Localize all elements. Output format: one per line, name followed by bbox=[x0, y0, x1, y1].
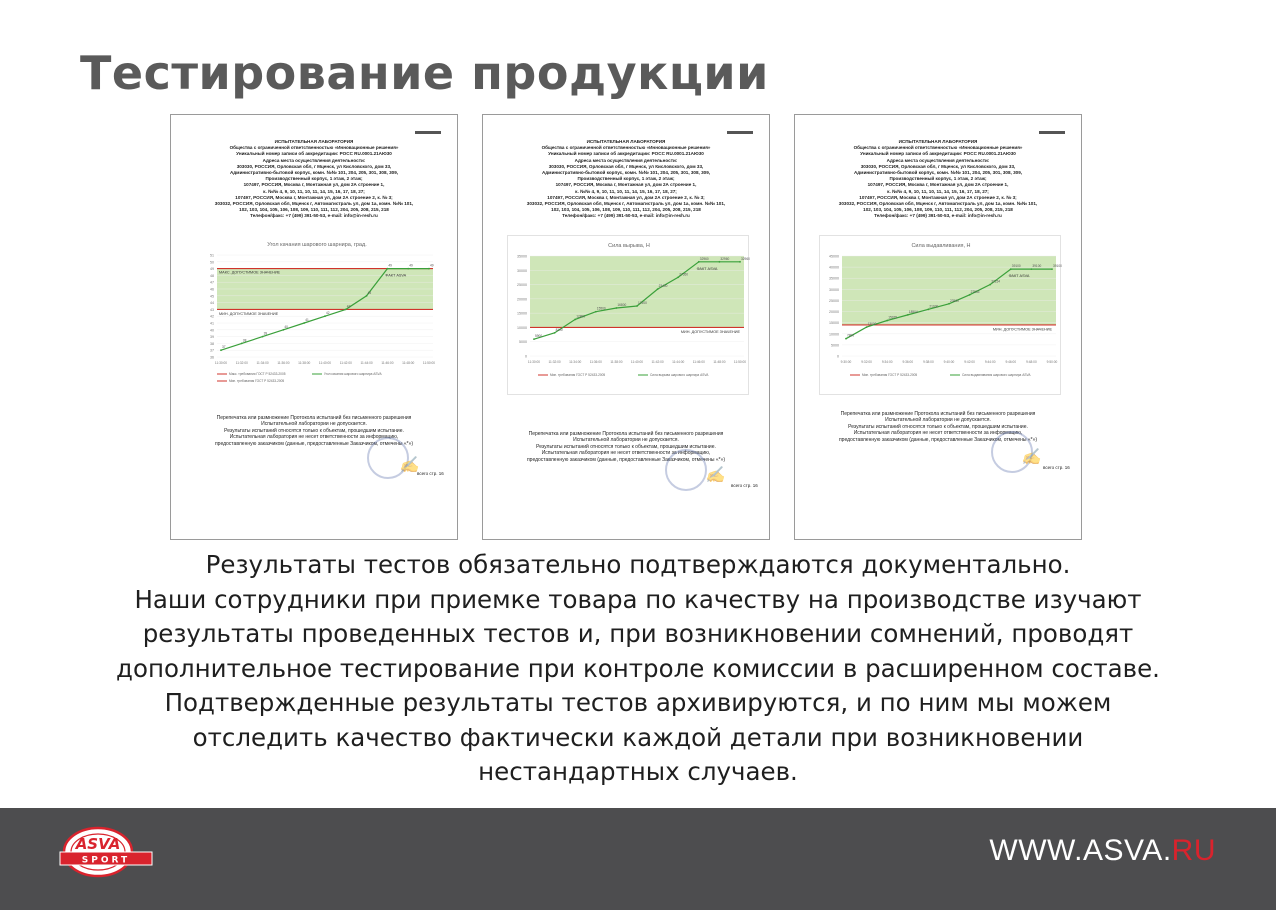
url-main: WWW.ASVA. bbox=[989, 834, 1172, 867]
data-label: 40 bbox=[284, 324, 288, 329]
x-tick-label: 11:42:00 bbox=[651, 360, 664, 364]
header-line: Административно-бытовой корпус, комн. №№ 101, 204, 205, 301, 308, 309, bbox=[229, 170, 399, 176]
data-point bbox=[616, 307, 618, 309]
x-tick-label: 11:32:00 bbox=[235, 361, 248, 365]
data-label: 27533 bbox=[970, 289, 980, 294]
test-documents bbox=[170, 114, 1110, 542]
website-url[interactable] bbox=[989, 834, 1216, 868]
x-tick-label: 11:50:00 bbox=[422, 361, 436, 365]
footer-line: Испытательной лаборатории не допускается. bbox=[261, 421, 367, 428]
legend-label: Сила вырыва шарового шарнира ASVA bbox=[650, 373, 709, 377]
description-line: нестандартных случаев. bbox=[478, 757, 798, 786]
y-tick-label: 25000 bbox=[829, 298, 839, 303]
data-label: 32960 bbox=[741, 256, 750, 261]
x-tick-label: 11:50:00 bbox=[733, 360, 747, 364]
header-line: 107497, РОССИЯ, Москва г, Монтажная ул, дом 2А строение 2, к. № 3; bbox=[235, 194, 393, 200]
data-label: 49 bbox=[388, 263, 392, 268]
data-point bbox=[1031, 268, 1033, 270]
footer-line: Результаты испытаний относятся только к объектам, прошедшим испытание. bbox=[848, 423, 1028, 430]
data-label: 32960 bbox=[699, 256, 709, 261]
x-tick-label: 11:30:00 bbox=[527, 360, 541, 364]
data-point bbox=[262, 336, 264, 338]
y-tick-label: 5000 bbox=[519, 340, 527, 345]
limit-label: МИН. ДОПУСТИМОЕ ЗНАЧЕНИЕ bbox=[992, 327, 1052, 332]
x-tick-label: 11:36:00 bbox=[277, 361, 290, 365]
chart-panel bbox=[195, 235, 437, 393]
data-point bbox=[574, 319, 576, 321]
legend-label: Мин. требования ГОСТ Р 52433-2005 bbox=[229, 379, 285, 383]
pull-out-force-chart bbox=[508, 236, 750, 392]
footer-line: предоставленную заказчиком (данные, предоставленные Заказчиком, отмечены «*») bbox=[838, 436, 1038, 443]
y-tick-label: 48 bbox=[210, 273, 214, 278]
description-text bbox=[20, 548, 1256, 790]
data-point bbox=[677, 276, 679, 278]
data-point bbox=[283, 329, 285, 331]
header-line: Общества с ограниченной ответственностью «Инновационные решения» bbox=[229, 145, 399, 151]
report-header bbox=[181, 139, 447, 220]
data-label: 15500 bbox=[596, 306, 606, 311]
page-count-note: всего стр. 16 bbox=[417, 471, 444, 476]
data-label: 39 bbox=[263, 331, 268, 336]
chart-title: Угол качания шарового шарнира, град. bbox=[267, 242, 367, 248]
data-point bbox=[969, 294, 971, 296]
x-tick-label: 11:44:00 bbox=[672, 360, 685, 364]
header-line: Адреса места осуществления деятельности: bbox=[574, 157, 678, 163]
x-tick-label: 9:36:00 bbox=[902, 360, 914, 364]
footer-line: Испытательная лаборатория не несет ответственности за информацию, bbox=[853, 430, 1023, 437]
header-line: 303030, РОССИЯ, Орловская обл, г Мценск, ул Кисловского, дом 33, bbox=[236, 163, 392, 169]
x-tick-label: 11:44:00 bbox=[360, 361, 373, 365]
chart-panel bbox=[507, 235, 749, 395]
y-tick-label: 36 bbox=[210, 355, 214, 360]
y-tick-label: 5000 bbox=[831, 343, 839, 348]
data-point bbox=[948, 303, 950, 305]
header-line: Телефон/факс: +7 (499) 391-50-53, e-mail: info@in-resh.ru bbox=[250, 213, 378, 219]
data-label: 32960 bbox=[720, 256, 730, 261]
data-point bbox=[407, 268, 409, 270]
logo-text-bottom: SPORT bbox=[81, 855, 131, 866]
data-label: 39100 bbox=[1032, 264, 1042, 269]
header-line: Общества с ограниченной ответственностью «Инновационные решения» bbox=[541, 145, 711, 151]
y-tick-label: 43 bbox=[210, 307, 214, 312]
description-line: отследить качество фактически каждой детали при возникновении bbox=[192, 722, 1084, 752]
data-label: 41 bbox=[305, 318, 309, 322]
y-tick-label: 30000 bbox=[829, 287, 839, 292]
test-report-2 bbox=[482, 114, 770, 540]
data-point bbox=[387, 268, 389, 270]
x-tick-label: 11:40:00 bbox=[630, 360, 644, 364]
data-point bbox=[866, 326, 868, 328]
header-line: 107497, РОССИЯ, Москва г, Монтажная ул, дом 2А строение 2, к. № 3; bbox=[547, 194, 705, 200]
y-tick-label: 15000 bbox=[829, 321, 839, 326]
footer-line: Перепечатка или размножение Протокола испытаний без письменного разрешения bbox=[840, 411, 1036, 417]
header-line: 107497, РОССИЯ, Москва г, Монтажная ул, дом 2А строение 1, bbox=[243, 182, 385, 188]
data-label: 43 bbox=[346, 304, 351, 309]
header-line: Телефон/факс: +7 (499) 391-50-53, e-mail: info@in-resh.ru bbox=[562, 213, 690, 219]
header-line: 303032, РОССИЯ, Орловская обл, Мценск г, Автомагистраль ул, дом 1а, комн. №№ 101, bbox=[838, 201, 1038, 207]
y-tick-label: 35000 bbox=[829, 276, 839, 281]
footer-line: Испытательной лаборатории не допускается. bbox=[885, 417, 991, 424]
data-point bbox=[989, 284, 991, 286]
y-tick-label: 42 bbox=[210, 314, 214, 319]
data-point bbox=[739, 261, 741, 263]
limit-label: МАКС. ДОПУСТИМОЕ ЗНАЧЕНИЕ bbox=[219, 270, 281, 275]
chart-title: Сила вырыва, Н bbox=[608, 243, 650, 249]
footer-line: Испытательной лаборатории не допускается. bbox=[573, 437, 679, 444]
chart-title: Сила выдавливания, Н bbox=[911, 243, 971, 249]
y-tick-label: 40 bbox=[210, 328, 214, 333]
header-line: 107497, РОССИЯ, Москва г, Монтажная ул, дом 2А строение 1, bbox=[555, 182, 697, 188]
header-line: Телефон/факс: +7 (499) 391-50-53, e-mail: info@in-resh.ru bbox=[874, 213, 1002, 219]
x-tick-label: 11:32:00 bbox=[548, 360, 561, 364]
limit-label: МИН. ДОПУСТИМОЕ ЗНАЧЕНИЕ bbox=[219, 311, 279, 316]
x-tick-label: 9:50:00 bbox=[1046, 360, 1058, 364]
data-label: 15975 bbox=[888, 315, 898, 320]
data-point bbox=[719, 261, 721, 263]
header-line: Адреса места осуществления деятельности: bbox=[262, 157, 366, 163]
data-label: 49 bbox=[430, 263, 434, 268]
footer-line: предоставленную заказчиком (данные, предоставленные Заказчиком, отмечены «*») bbox=[214, 440, 414, 447]
y-tick-label: 38 bbox=[210, 341, 214, 346]
report-footer bbox=[807, 411, 1069, 443]
limit-label: МИН. ДОПУСТИМОЕ ЗНАЧЕНИЕ bbox=[680, 329, 740, 334]
acceptable-range-band bbox=[842, 256, 1056, 325]
url-domain-accent: RU bbox=[1171, 834, 1216, 867]
asva-sport-logo bbox=[56, 822, 156, 882]
x-tick-label: 9:40:00 bbox=[943, 360, 955, 364]
description-line: Результаты тестов обязательно подтверждаются документально. bbox=[205, 550, 1071, 579]
x-tick-label: 9:32:00 bbox=[861, 360, 872, 364]
y-tick-label: 39 bbox=[210, 335, 214, 340]
page-title: Тестирование продукции bbox=[80, 46, 769, 100]
data-label: 37 bbox=[222, 345, 226, 350]
header-line: Уникальный номер записи об аккредитации: РОСС RU.0001.21АЮ30 bbox=[236, 151, 392, 157]
x-tick-label: 11:46:00 bbox=[692, 360, 705, 364]
header-line: ИСПЫТАТЕЛЬНАЯ ЛАБОРАТОРИЯ bbox=[898, 139, 978, 144]
description-line: результаты проведенных тестов и, при возникновении сомнений, проводят bbox=[142, 619, 1134, 648]
data-point bbox=[220, 349, 222, 351]
data-label: 12800 bbox=[576, 314, 586, 319]
legend-label: Угол качания шарового шарнира ASVA bbox=[324, 372, 382, 376]
header-line: Производственный корпус, 1 этаж, 2 этаж; bbox=[265, 176, 363, 182]
x-tick-label: 11:34:00 bbox=[569, 360, 582, 364]
header-line: 102, 103, 104, 105, 106, 108, 109, 110, 111, 112, 204, 205, 208, 215, 218 bbox=[239, 207, 389, 213]
header-line: к. №№ 4, 9, 10, 11, 10, 11, 14, 15, 16, 17, 18, 27; bbox=[263, 188, 365, 194]
y-tick-label: 37 bbox=[210, 348, 214, 353]
x-tick-label: 11:34:00 bbox=[256, 361, 269, 365]
header-line: ИСПЫТАТЕЛЬНАЯ ЛАБОРАТОРИЯ bbox=[274, 139, 354, 144]
data-point bbox=[428, 268, 430, 270]
y-tick-label: 45 bbox=[210, 294, 214, 299]
header-line: Производственный корпус, 1 этаж, 2 этаж; bbox=[889, 176, 987, 182]
report-footer bbox=[495, 431, 757, 463]
data-label: 27550 bbox=[679, 272, 689, 277]
fact-label: ФАКТ ASVA bbox=[385, 273, 407, 278]
document-corner-mark bbox=[1039, 131, 1065, 134]
data-label: 21000 bbox=[929, 304, 939, 309]
y-tick-label: 10000 bbox=[829, 332, 839, 337]
signature: ✍ bbox=[705, 465, 725, 484]
x-tick-label: 9:44:00 bbox=[984, 360, 996, 364]
page-count-note: всего стр. 16 bbox=[1043, 465, 1070, 470]
footer-line: Результаты испытаний относятся только к объектам, прошедшим испытание. bbox=[536, 443, 716, 450]
header-line: 107497, РОССИЯ, Москва г, Монтажная ул, дом 2А строение 1, bbox=[867, 182, 1009, 188]
data-point bbox=[657, 288, 659, 290]
data-point bbox=[907, 314, 909, 316]
y-tick-label: 40000 bbox=[829, 265, 839, 270]
data-point bbox=[241, 343, 243, 345]
header-line: 303032, РОССИЯ, Орловская обл, Мценск г, Автомагистраль ул, дом 1а, комн. №№ 101, bbox=[526, 201, 726, 207]
report-header bbox=[493, 139, 759, 220]
data-point bbox=[886, 320, 888, 322]
header-line: Уникальный номер записи об аккредитации: РОСС RU.0001.21АЮ30 bbox=[548, 151, 704, 157]
x-tick-label: 9:34:00 bbox=[881, 360, 893, 364]
footer-line: Испытательная лаборатория не несет ответственности за информацию, bbox=[541, 450, 711, 457]
data-label: 7800 bbox=[847, 333, 855, 338]
data-point bbox=[554, 332, 556, 334]
lab-stamp bbox=[665, 449, 707, 491]
data-label: 32154 bbox=[991, 279, 1001, 284]
legend-label: Сила выдавливания шарового шарнира ASVA bbox=[962, 373, 1031, 377]
document-corner-mark bbox=[727, 131, 753, 134]
logo-text-top: ASVA bbox=[75, 835, 121, 853]
push-out-force-chart bbox=[820, 236, 1062, 392]
x-tick-label: 9:42:00 bbox=[964, 360, 975, 364]
data-label: 38 bbox=[242, 338, 247, 343]
data-label: 16800 bbox=[617, 303, 627, 307]
data-point bbox=[698, 261, 700, 263]
x-tick-label: 11:48:00 bbox=[713, 360, 726, 364]
report-header bbox=[805, 139, 1071, 220]
data-point bbox=[636, 305, 638, 307]
header-line: Общества с ограниченной ответственностью «Инновационные решения» bbox=[853, 145, 1023, 151]
y-tick-label: 30000 bbox=[517, 268, 527, 273]
y-tick-label: 41 bbox=[210, 321, 214, 326]
data-point bbox=[303, 322, 305, 324]
description-line: Наши сотрудники при приемке товара по качеству на производстве изучают bbox=[134, 584, 1142, 614]
footer-line: Результаты испытаний относятся только к объектам, прошедшим испытание. bbox=[224, 427, 404, 434]
y-tick-label: 45000 bbox=[829, 254, 839, 259]
y-tick-label: 51 bbox=[210, 253, 214, 258]
y-tick-label: 44 bbox=[210, 301, 214, 306]
header-line: Адреса места осуществления деятельности: bbox=[886, 157, 990, 163]
footer-line: Перепечатка или размножение Протокола испытаний без письменного разрешения bbox=[528, 431, 724, 437]
description-line: Подтвержденные результаты тестов архивируются, и по ним мы можем bbox=[164, 688, 1112, 717]
data-point bbox=[928, 308, 930, 310]
x-tick-label: 9:46:00 bbox=[1005, 360, 1017, 364]
header-line: Уникальный номер записи об аккредитации: РОСС RU.0001.21АЮ30 bbox=[860, 151, 1016, 157]
x-tick-label: 11:30:00 bbox=[214, 361, 228, 365]
x-tick-label: 11:40:00 bbox=[318, 361, 332, 365]
data-label: 18504 bbox=[908, 309, 918, 314]
header-line: ИСПЫТАТЕЛЬНАЯ ЛАБОРАТОРИЯ bbox=[586, 139, 666, 144]
data-point bbox=[1051, 268, 1053, 270]
data-label: 23400 bbox=[658, 284, 668, 289]
swing-angle-chart bbox=[195, 235, 439, 393]
test-report-3 bbox=[794, 114, 1082, 540]
header-line: 303032, РОССИЯ, Орловская обл, Мценск г, Автомагистраль ул, дом 1а, комн. №№ 101, bbox=[214, 201, 414, 207]
data-label: 39100 bbox=[1053, 264, 1062, 269]
x-tick-label: 9:38:00 bbox=[923, 360, 934, 364]
data-point bbox=[366, 295, 368, 297]
fact-label: ФАКТ ASVA bbox=[1008, 274, 1030, 279]
report-footer bbox=[183, 415, 445, 447]
data-label: 8100 bbox=[555, 327, 563, 332]
header-line: 102, 103, 104, 105, 106, 108, 109, 110, 111, 112, 204, 205, 208, 215, 218 bbox=[551, 207, 701, 213]
header-line: Административно-бытовой корпус, комн. №№ 101, 204, 205, 301, 308, 309, bbox=[853, 170, 1023, 176]
footer-line: Перепечатка или размножение Протокола испытаний без письменного разрешения bbox=[216, 415, 412, 421]
x-tick-label: 11:48:00 bbox=[402, 361, 415, 365]
header-line: Производственный корпус, 1 этаж, 2 этаж; bbox=[577, 176, 675, 182]
page-count-note: всего стр. 16 bbox=[731, 483, 758, 488]
x-tick-label: 9:30:00 bbox=[840, 360, 852, 364]
fact-label: ФАКТ ASVA bbox=[696, 266, 718, 271]
data-point bbox=[533, 338, 535, 340]
data-label: 39100 bbox=[1011, 264, 1021, 269]
data-point bbox=[324, 315, 326, 317]
legend-label: Мин. требования ГОСТ Р 52433-2005 bbox=[550, 373, 606, 377]
y-tick-label: 50 bbox=[210, 260, 214, 265]
y-tick-label: 15000 bbox=[517, 311, 527, 316]
header-line: Административно-бытовой корпус, комн. №№ 101, 204, 205, 301, 308, 309, bbox=[541, 170, 711, 176]
data-label: 42 bbox=[326, 311, 330, 316]
x-tick-label: 11:38:00 bbox=[610, 360, 623, 364]
x-tick-label: 11:46:00 bbox=[381, 361, 394, 365]
data-point bbox=[595, 311, 597, 313]
x-tick-label: 11:36:00 bbox=[589, 360, 602, 364]
document-corner-mark bbox=[415, 131, 441, 134]
x-tick-label: 11:38:00 bbox=[298, 361, 311, 365]
y-tick-label: 0 bbox=[525, 354, 527, 359]
data-label: 23500 bbox=[950, 298, 959, 303]
header-line: 303030, РОССИЯ, Орловская обл, г Мценск, ул Кисловского, дом 33, bbox=[548, 163, 704, 169]
y-tick-label: 0 bbox=[837, 354, 839, 359]
data-label: 45 bbox=[367, 290, 372, 295]
header-line: 102, 103, 104, 105, 106, 108, 109, 110, 111, 112, 204, 205, 208, 215, 218 bbox=[863, 207, 1013, 213]
data-point bbox=[1010, 268, 1012, 270]
x-tick-label: 9:48:00 bbox=[1026, 360, 1037, 364]
chart-panel bbox=[819, 235, 1061, 395]
x-tick-label: 11:42:00 bbox=[339, 361, 352, 365]
data-label: 13000 bbox=[867, 322, 877, 327]
data-label: 49 bbox=[409, 263, 413, 268]
y-tick-label: 20000 bbox=[829, 310, 839, 315]
y-tick-label: 25000 bbox=[517, 283, 527, 288]
signature: ✍ bbox=[1021, 447, 1041, 466]
header-line: к. №№ 4, 9, 10, 11, 10, 11, 14, 15, 16, 17, 18, 27; bbox=[887, 188, 989, 194]
y-tick-label: 35000 bbox=[517, 254, 527, 259]
header-line: 303030, РОССИЯ, Орловская обл, г Мценск, ул Кисловского, дом 33, bbox=[860, 163, 1016, 169]
y-tick-label: 10000 bbox=[517, 325, 527, 330]
y-tick-label: 46 bbox=[210, 287, 214, 292]
header-line: к. №№ 4, 9, 10, 11, 10, 11, 14, 15, 16, 17, 18, 27; bbox=[575, 188, 677, 194]
header-line: 107497, РОССИЯ, Москва г, Монтажная ул, дом 2А строение 2, к. № 3; bbox=[859, 194, 1017, 200]
description-line: дополнительное тестирование при контроле комиссии в расширенном составе. bbox=[116, 653, 1160, 683]
y-tick-label: 20000 bbox=[517, 297, 527, 302]
legend-label: Макс. требования ГОСТ Р 52433-2005 bbox=[229, 372, 286, 376]
y-tick-label: 47 bbox=[210, 280, 214, 285]
data-point bbox=[345, 309, 347, 311]
footer-line: Испытательная лаборатория не несет ответственности за информацию, bbox=[229, 434, 399, 441]
data-label: 17500 bbox=[638, 301, 647, 305]
data-label: 5900 bbox=[535, 334, 543, 339]
data-point bbox=[845, 338, 847, 340]
legend-label: Мин. требования ГОСТ Р 52433-2005 bbox=[862, 373, 918, 377]
test-report-1 bbox=[170, 114, 458, 540]
footer-line: предоставленную заказчиком (данные, предоставленные Заказчиком, отмечены «*») bbox=[526, 456, 726, 463]
y-tick-label: 49 bbox=[210, 267, 214, 272]
signature: ✍ bbox=[399, 455, 419, 474]
